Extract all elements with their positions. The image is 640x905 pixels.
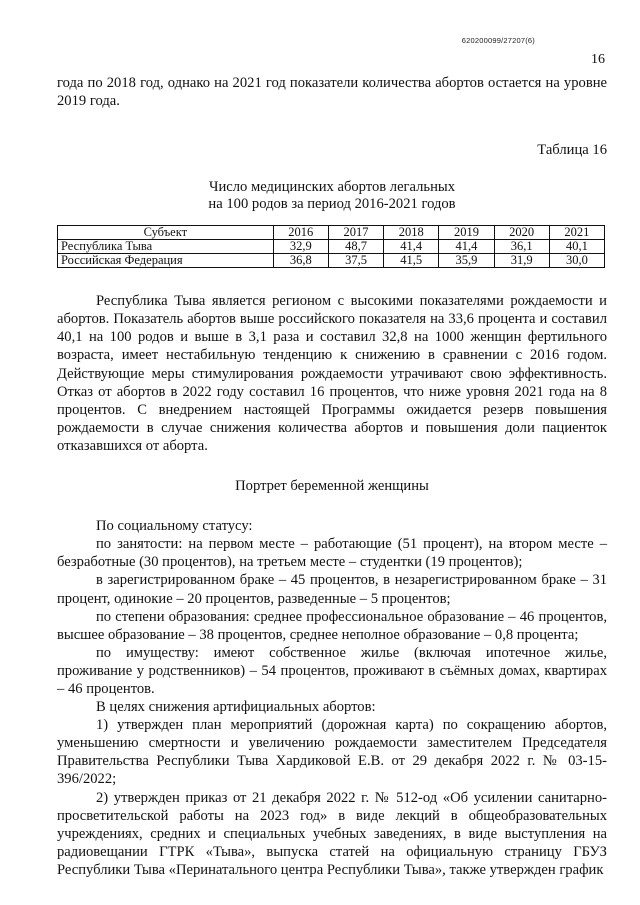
table-title [57,179,607,213]
status-item-education: по степени образования: среднее профессиональное образование – 46 процентов, высшее образование – 38 процентов, среднее неполное образование – 0,8 процента; [57,608,607,643]
table-cell: 32,9 [273,240,328,254]
intro-paragraph: года по 2018 год, однако на 2021 год показатели количества абортов остается на уровне 2019 года. [57,75,607,110]
table-header-cell: 2019 [439,226,494,240]
table-header-cell: 2016 [273,226,328,240]
table-cell: 36,1 [494,240,549,254]
table-header-cell: 2021 [549,226,604,240]
table-cell: 40,1 [549,240,604,254]
table-caption: Таблица 16 [537,142,607,159]
table-header-cell: 2018 [384,226,439,240]
paragraph-tyva-abortion-rate: Республика Тыва является регионом с высокими показателями рождаемости и абортов. Показатель абортов выше российского показателя на 33,6 процента и составил 40,1 на 100 родов и выше в 3,1 раза и составил 32,8 на 1000 женщин фертильного возраста, имеет нестабильную тенденцию к снижению в сравнении с 2016 годом. Действующие меры стимулирования рождаемости утрачивают свою эффективность. Отказ от абортов в 2022 году составил 16 процентов, что ниже уровня 2021 года на 8 процентов. С внедрением настоящей Программы ожидается резерв повышения рождаемости в случае снижения количества абортов и повышения доли пациенток отказавшихся от аборта. [57,293,607,454]
table-cell: 41,4 [439,240,494,254]
document-code: 620200099/27207(6) [461,36,535,45]
social-status-heading: По социальному статусу: [96,518,253,535]
abortion-stats-table [57,225,605,268]
status-item-employment: по занятости: на первом месте – работающие (51 процент), на втором месте – безработные (30 процентов), на третьем месте – студентки (19 процентов); [57,536,607,571]
measure-item-order: 2) утвержден приказ от 21 декабря 2022 г. № 512-од «Об усилении санитарно-просветительской работы на 2023 год» в виде лекций в общеобразовательных учреждениях, средних и специальных учебных заведениях, в виде выступления на радиовещании ГТРК «Тыва», выпуска статей на официальную страницу ГБУЗ Республики Тыва «Перинатального центра Республики Тыва», также утвержден график [57,789,607,878]
table-header-cell: 2020 [494,226,549,240]
table-cell: 30,0 [549,254,604,268]
section-title: Портрет беременной женщины [235,478,429,495]
table-cell: 37,5 [328,254,383,268]
table-cell: 48,7 [328,240,383,254]
measure-item-roadmap: 1) утвержден план мероприятий (дорожная карта) по сокращению абортов, уменьшению смертности и увеличению рождаемости заместителем Председателя Правительства Республики Тыва Хардиковой Е.В. от 29 декабря 2022 г. № 03-15-396/2022; [57,717,607,788]
table-header-cell: 2017 [328,226,383,240]
table-header-cell: Субъект [58,226,274,240]
status-item-property: по имуществу: имеют собственное жилье (включая ипотечное жилье, проживание у родственников) – 54 процентов, проживают в съёмных домах, квартирах – 46 процентов. [57,644,607,697]
table-title-line-2: на 100 родов за период 2016-2021 годов [208,196,456,213]
table-header-row [58,226,605,240]
table-cell: 31,9 [494,254,549,268]
table-cell: 36,8 [273,254,328,268]
table-cell: Российская Федерация [58,254,274,268]
table-cell: 41,5 [384,254,439,268]
table-row [58,240,605,254]
table-cell: 35,9 [439,254,494,268]
status-item-marital: в зарегистрированном браке – 45 процентов, в незарегистрированном браке – 31 процент, одинокие – 20 процентов, разведенные – 5 процентов; [57,572,607,607]
document-body [57,74,607,879]
table-cell: Республика Тыва [58,240,274,254]
table-cell: 41,4 [384,240,439,254]
measures-heading: В целях снижения артифициальных абортов: [96,699,376,716]
page-number: 16 [591,52,605,67]
table-row [58,254,605,268]
table-title-line-1: Число медицинских абортов легальных [208,179,456,196]
